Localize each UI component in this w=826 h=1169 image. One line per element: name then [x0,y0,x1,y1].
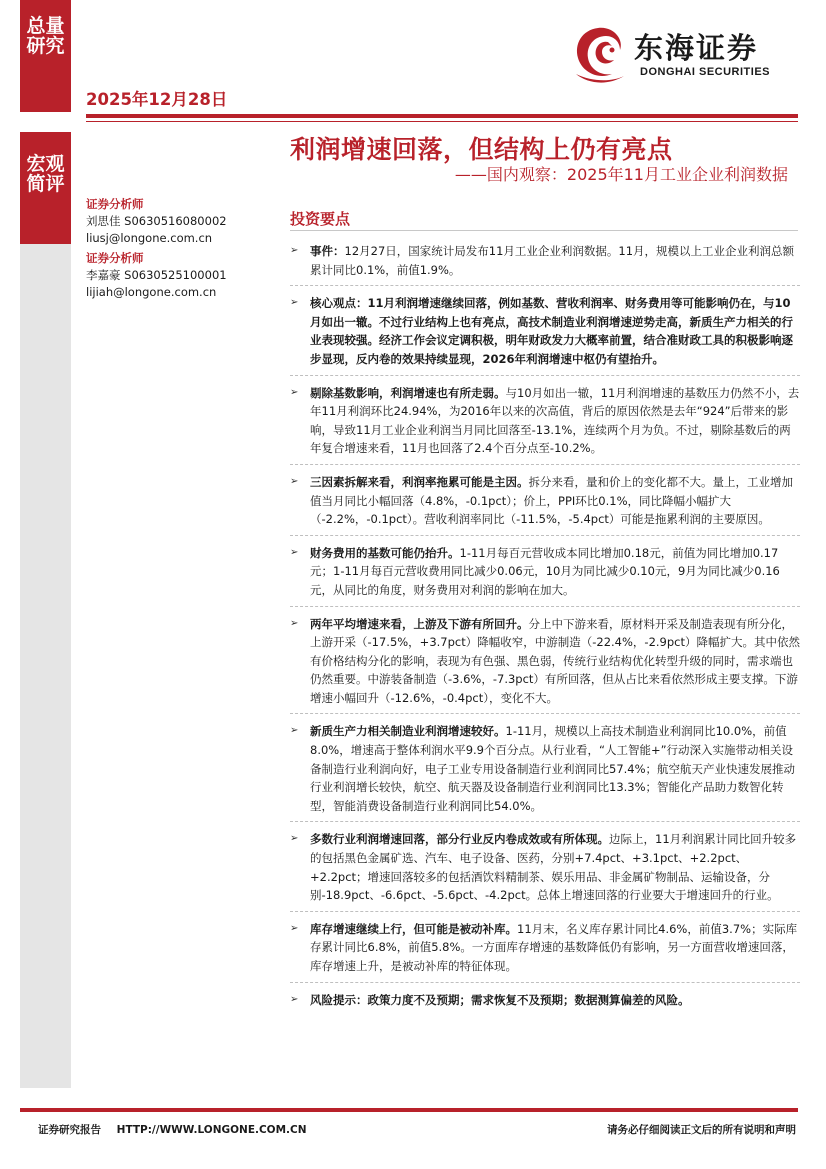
report-type-line-2: 简评 [26,173,65,195]
key-point-risk [290,991,800,1010]
footer-disclaimer: 请务必仔细阅读正文后的所有说明和声明 [607,1124,796,1136]
key-point-text: 与10月如出一辙，11月利润增速的基数压力仍然不小，去年11月利润环比24.94%，为2016年以来的次高值，背后的原因依然是去年“924”后带来的影响，导致11月工业企业利润当月同比回落至-13.1%，连续两个月为负。不过，剔除基数后的两年复合增速来看，11月也回落了2.4个百分点至-10.2%。 [310,385,800,456]
footer-divider [20,1108,798,1112]
analyst-name-id: 李嘉豪 S0630525100001 [86,268,227,282]
key-point [290,544,800,600]
logo-english-name: DONGHAI SECURITIES [640,66,771,78]
footer-left [38,1122,307,1137]
bullet-divider [290,713,800,714]
key-point [290,473,800,529]
header-divider-thin [86,121,798,122]
key-point-lead: 风险提示：政策力度不及预期；需求恢复不及预期；数据测算偏差的风险。 [310,992,690,1007]
key-point [290,242,800,279]
arrow-bullet-icon: ➢ [290,725,299,737]
analyst-role: 证券分析师 [86,251,144,265]
key-point-text: 1-11月，规模以上高技术制造业利润同比10.0%，前值8.0%，增速高于整体利润水平9.9个百分点。从行业看，“人工智能+”行动深入实施带动相关设备制造行业利润向好，电子工业专用设备制造行业利润同比57.4%；航空航天产业快速发展推动行业利润增长较快，航空、航天器及设备制造行业利润同比13.3%；智能化产品助力数智化转型，智能消费设备制造行业利润同比54.0%。 [310,724,796,813]
bullet-divider [290,821,800,822]
report-category-line-2: 研究 [26,35,65,57]
key-point-text: 12月27日，国家统计局发布11月工业企业利润数据。11月，规模以上工业企业利润总额累计同比0.1%，前值1.9%。 [310,244,795,277]
arrow-bullet-icon: ➢ [290,475,299,487]
analyst-card [86,196,266,247]
footer-report-label: 证券研究报告 [38,1124,101,1136]
logo-chinese-name: 东海证券 [634,31,759,65]
key-point-lead: 两年平均增速来看，上游及下游有所回升。 [310,616,529,631]
arrow-bullet-icon: ➢ [290,546,299,558]
key-point-lead: 新质生产力相关制造业利润增速较好。 [310,724,506,739]
key-point [290,615,800,708]
report-type-tag [20,132,71,244]
analyst-card [86,250,266,301]
key-point-lead: 事件： [310,244,345,258]
bullet-divider [290,285,800,286]
key-point-text: 1-11月每百元营收成本同比增加0.18元，前值为同比增加0.17元；1-11月每百元营收费用同比减少0.06元，10月为同比减少0.10元，9月为同比减少0.16元，从同比的角度，财务费用对利润的影响在加大。 [310,545,780,597]
key-point-lead: 剔除基数影响，利润增速也有所走弱。 [310,385,506,400]
bullet-divider [290,375,800,376]
key-point-lead: 核心观点：11月利润增速继续回落，例如基数、营收利润率、财务费用等可能影响仍在，与10月如出一辙。不过行业结构上也有亮点，高技术制造业利润增速逆势走高，新质生产力相关的行业表现较强。经济工作会议定调积极，明年财政发力大概率前置，结合准财政工具的积极影响逐步显现，反内卷的效果持续显现，2026年利润增速中枢仍有望抬升。 [310,296,793,366]
arrow-bullet-icon: ➢ [290,833,299,845]
key-point-lead: 财务费用的基数可能仍抬升。 [310,545,460,560]
key-point-lead: 多数行业利润增速回落，部分行业反内卷成效或有所体现。 [310,832,609,847]
analyst-email[interactable]: lijiah@longone.com.cn [86,285,217,299]
report-category-tag [20,0,71,112]
report-subtitle: ——国内观察：2025年11月工业企业利润数据 [454,165,788,184]
key-point-text: 拆分来看，量和价上的变化都不大。量上，工业增加值当月同比小幅回落（4.8%，-0.1pct）；价上，PPI环比0.1%，同比降幅小幅扩大（-2.2%，-0.1pct）。营收利润率同比（-11.5%，-5.4pct）可能是拖累利润的主要原因。 [310,474,793,527]
key-point-text: 边际上，11月利润累计同比回升较多的包括黑色金属矿选、汽车、电子设备、医药，分别+7.4pct、+3.1pct、+2.2pct、+2.2pct；增速回落较多的包括酒饮料精制茶、娱乐用品、非金属矿物制品、运输设备，分别-18.9pct、-6.6pct、-5.6pct、-4.2pct。总体上增速回落的行业要大于增速回升的行业。 [310,832,797,903]
bullet-divider [290,464,800,465]
footer-website-link[interactable]: HTTP://WWW.LONGONE.COM.CN [116,1124,307,1136]
arrow-bullet-icon: ➢ [290,617,299,629]
key-point-text: 分上中下游来看，原材料开采及制造表现有所分化，上游开采（-17.5%，+3.7pct）降幅收窄，中游制造（-22.4%，-2.9pct）降幅扩大。其中依然有价格结构分化的影响，表现为有色强、黑色弱，传统行业结构优化转型升级的同时，需求端也仍然重要。中游装备制造（-3.6%，-7.3pct）有所回落，但从占比来看依然形成主要支撑。下游增速小幅回升（-12.6%，-0.4pct），变化不大。 [310,616,800,705]
bullet-divider [290,982,800,983]
header-divider [86,114,798,118]
section-divider [290,230,798,231]
key-point [290,384,800,458]
report-title: 利润增速回落，但结构上仍有亮点 [290,135,673,164]
report-date: 2025年12月28日 [86,90,228,109]
analyst-role: 证券分析师 [86,197,144,211]
key-point [290,722,800,815]
arrow-bullet-icon: ➢ [290,993,299,1005]
key-point-lead: 三因素拆解来看，利润率拖累可能是主因。 [310,474,529,489]
key-points-list [290,242,800,1009]
key-point-text: 11月末，名义库存累计同比4.6%，前值3.7%；实际库存累计同比6.8%，前值5.8%。一方面库存增速的基数降低仍有影响，另一方面营收增速回落，库存增速上升，是被动补库的特征体现。 [310,921,798,973]
arrow-bullet-icon: ➢ [290,245,299,256]
key-point-lead: 库存增速继续上行，但可能是被动补库。 [310,921,517,936]
key-point [290,920,800,976]
analyst-name-id: 刘思佳 S0630516080002 [86,214,227,228]
bullet-divider [290,535,800,536]
report-category-line-1: 总量 [26,15,65,37]
donghai-logo [568,22,798,90]
dragon-logo-icon [568,22,632,88]
analyst-email[interactable]: liusj@longone.com.cn [86,231,213,245]
bullet-divider [290,606,800,607]
bullet-divider [290,911,800,912]
analyst-list [86,196,266,304]
arrow-bullet-icon: ➢ [290,386,299,398]
key-point [290,294,800,368]
side-column [20,132,71,1088]
arrow-bullet-icon: ➢ [290,922,299,934]
section-title: 投资要点 [290,210,351,228]
key-point [290,830,800,904]
arrow-bullet-icon: ➢ [290,297,299,309]
report-type-line-1: 宏观 [26,153,65,175]
